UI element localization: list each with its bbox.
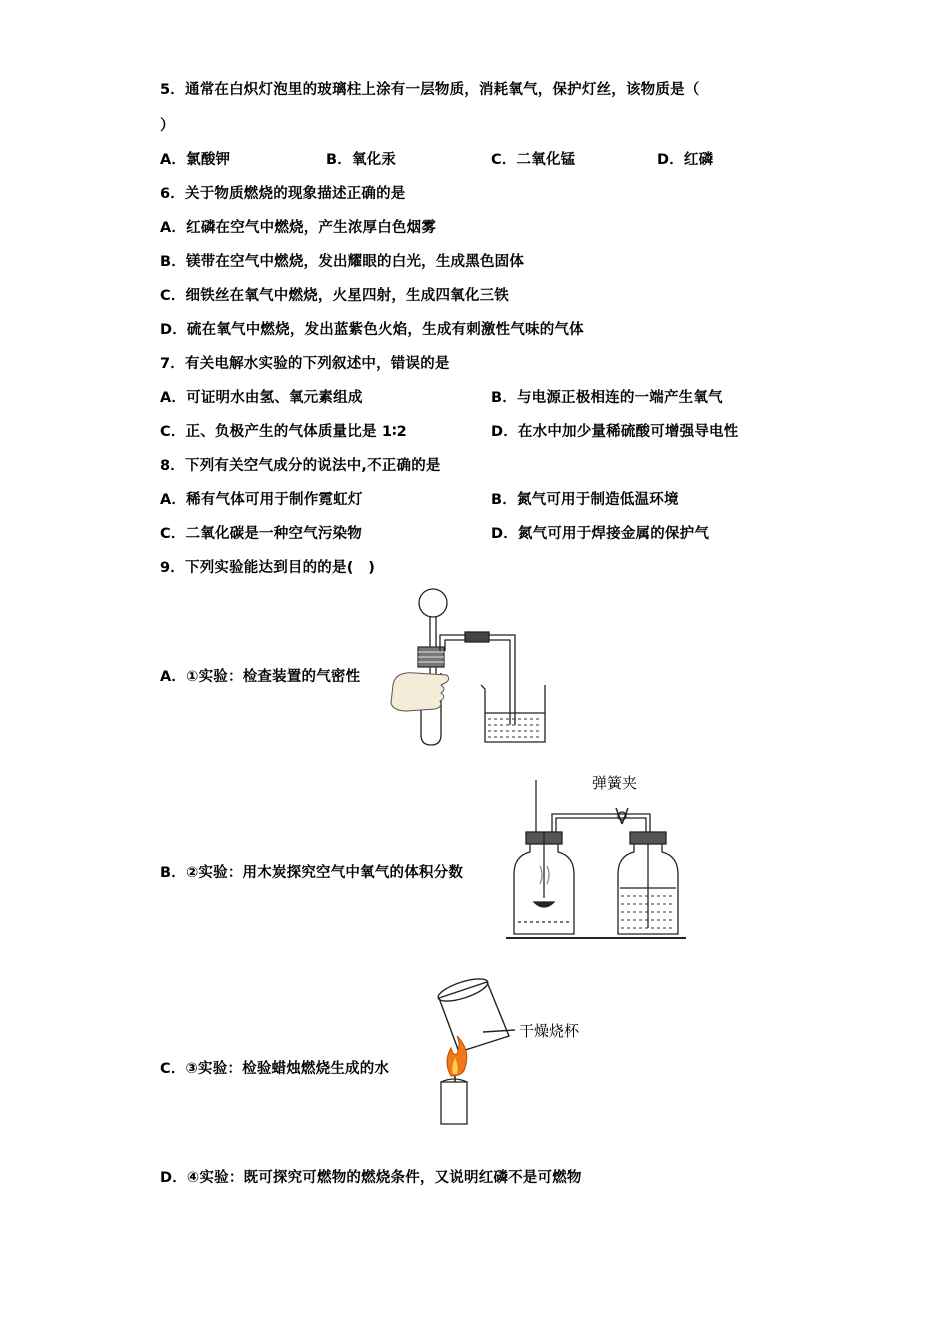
q9-option-b: B．②实验：用木炭探究空气中氧气的体积分数 [160, 865, 464, 881]
q6-option-c: C．细铁丝在氧气中燃烧，火星四射，生成四氧化三铁 [160, 288, 509, 304]
q6-option-a: A．红磷在空气中燃烧，产生浓厚白色烟雾 [160, 220, 437, 236]
hand-shape [391, 673, 449, 711]
q7-option-d: D．在水中加少量稀硫酸可增强导电性 [491, 424, 739, 440]
q9-option-a: A．①实验：检查装置的气密性 [160, 669, 361, 685]
q9-option-d: D．④实验：既可探究可燃物的燃烧条件，又说明红磷不是可燃物 [160, 1170, 582, 1186]
q6-stem: 6．关于物质燃烧的现象描述正确的是 [160, 186, 406, 202]
q7-option-c: C．正、负极产生的气体质量比是 1∶2 [160, 424, 407, 440]
q9-stem: 9．下列实验能达到目的的是( ) [160, 560, 376, 576]
q5-option-a: A．氯酸钾 [160, 152, 231, 168]
q6-option-d: D．硫在氧气中燃烧，发出蓝紫色火焰，生成有刺激性气味的气体 [160, 322, 584, 338]
figure-b-clip-label: 弹簧夹 [592, 774, 638, 792]
q8-option-c: C．二氧化碳是一种空气污染物 [160, 526, 362, 542]
q6-option-b: B．镁带在空气中燃烧，发出耀眼的白光，生成黑色固体 [160, 254, 525, 270]
q8-option-d: D．氮气可用于焊接金属的保护气 [491, 526, 710, 542]
q5-stem-tail: ） [160, 118, 175, 134]
figure-c-beaker-label: 干燥烧杯 [519, 1022, 580, 1040]
q5-option-c: C．二氧化锰 [491, 152, 576, 168]
q7-option-b: B．与电源正极相连的一端产生氧气 [491, 390, 723, 406]
q8-option-b: B．氮气可用于制造低温环境 [491, 492, 679, 508]
figure-b-charcoal-apparatus [500, 770, 700, 945]
q9-option-c: C．③实验：检验蜡烛燃烧生成的水 [160, 1061, 390, 1077]
q7-stem: 7．有关电解水实验的下列叙述中，错误的是 [160, 356, 450, 372]
figure-c-candle-apparatus [415, 978, 605, 1128]
figure-a-airtightness-apparatus [385, 585, 565, 750]
q7-option-a: A．可证明水由氢、氧元素组成 [160, 390, 363, 406]
q5-stem: 5．通常在白炽灯泡里的玻璃柱上涂有一层物质，消耗氧气，保护灯丝，该物质是（ [160, 82, 700, 98]
q8-stem: 8．下列有关空气成分的说法中,不正确的是 [160, 458, 441, 474]
q5-option-d: D．红磷 [657, 152, 714, 168]
q8-option-a: A．稀有气体可用于制作霓虹灯 [160, 492, 363, 508]
q5-option-b: B．氧化汞 [326, 152, 397, 168]
